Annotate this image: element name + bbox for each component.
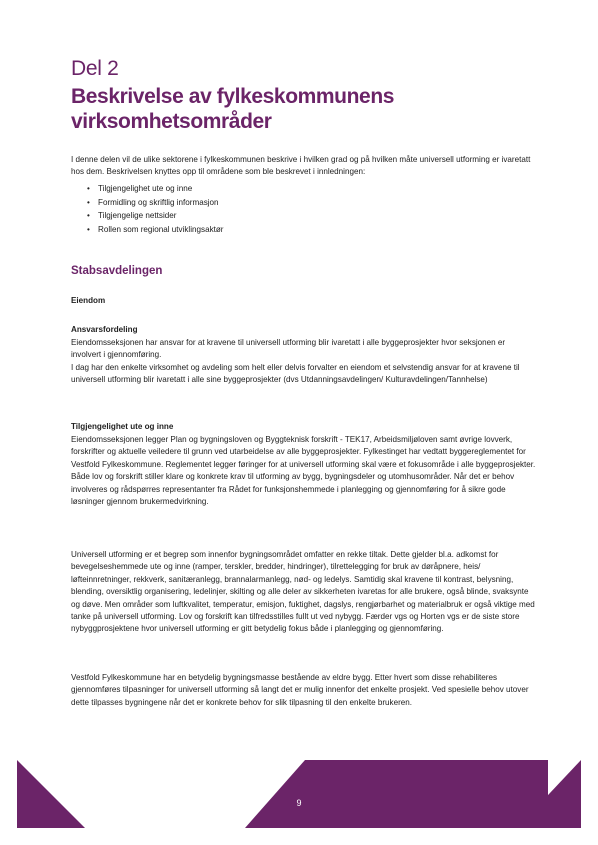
list-item: • Tilgjengelige nettsider (87, 209, 224, 223)
intro-text: I denne delen vil de ulike sektorene i fylkeskommunen beskrive i hvilken grad og på hvilken måte universell utforming er ivaretatt hos dem. Beskrivelsen knyttes opp til områdene som ble beskrevet i innledningen: (71, 155, 531, 177)
list-item: • Rollen som regional utviklingsaktør (87, 223, 224, 237)
paragraph: Eiendomsseksjonen har ansvar for at kravene til universell utforming blir ivaretatt i alle byggeprosjekter hvor seksjonen er involvert i gjennomføring. (71, 338, 506, 360)
list-item: • Tilgjengelighet ute og inne (87, 182, 224, 196)
tilgjengelighet-heading: Tilgjengelighet ute og inne (71, 422, 174, 431)
page-number: 9 (296, 798, 302, 808)
paragraph: Vestfold Fylkeskommune har en betydelig bygningsmasse bestående av eldre bygg. Etter hvert som disse rehabiliteres gjennomføres tilpasninger for universell utforming så langt det er mulig innenfor det enkelte prosjekt. Ved spesielle behov utover dette tilpasses bygningene når det er konkrete behov for slik tilpasning til den enkelte brukeren. (71, 673, 529, 707)
section-title: Stabsavdelingen (71, 265, 163, 277)
page-title: Beskrivelse av fylkeskommunens virksomhetsområder (71, 85, 395, 133)
ansvar-heading: Ansvarsfordeling (71, 325, 138, 334)
tilgjengelighet-text (71, 434, 536, 508)
subsection-heading: Eiendom (71, 296, 106, 305)
eldre-bygg-text (71, 672, 536, 709)
ansvar-text (71, 337, 536, 387)
universell-utforming-text (71, 549, 536, 636)
part-label: Del 2 (71, 57, 119, 80)
paragraph: Universell utforming er et begrep som innenfor bygningsområdet omfatter en rekke tiltak. Dette gjelder bl.a. adkomst for bevegelseshemmede ute og inne (ramper, terskler, bredder, hindringer), tilrettelegging for bruk av døråpnere, heis/ løfteinnretninger, rekkverk, sanitæranlegg, brannalarmanlegg, nød- og ledelys. Samtidig skal kravene til kontrast, belysning, blending, oversiktlig organisering, ledelinjer, skilting og alle deler av sikkerheten ivaretas for alle brukere, også blinde, svaksynte og døve. Men områder som luftkvalitet, temperatur, emisjon, fuktighet, dagslys, rengjørbarhet og materialbruk er også viktige med tanke på universell utforming. Lov og forskrift kan tilfredsstilles fullt ut ved nybygg. Færder vgs og Horten vgs er de siste store nybyggprosjektene hvor universell utforming er gitt betydelig fokus både i planlegging og gjennomføring. (71, 550, 535, 634)
list-item: • Formidling og skriftlig informasjon (87, 196, 224, 210)
paragraph: I dag har den enkelte virksomhet og avdeling som helt eller delvis forvalter en eiendom et selvstendig ansvar for at kravene til universell utforming blir ivaretatt i alle sine byggeprosjekter (dvs Utdanningsavdelingen/ Kulturavdelingen/Tannhelse) (71, 362, 520, 385)
paragraph: Eiendomsseksjonen legger Plan og bygningsloven og Byggteknisk forskrift - TEK17, Arbeidsmiljøloven samt øvrige lovverk, forskrifter og aktuelle veiledere til grunn ved utarbeidelse av alle byggeprosjekter. Fylkestinget har vedtatt byggereglementet for Vestfold Fylkeskommune. Reglementet legger føringer for at universell utforming skal være et fokusområde i alle byggeprosjekter. Både lov og forskrift stiller klare og konkrete krav til utforming av bygg, bygningsdeler og utomhusområder. Når det er behov involveres og rådspørres representanter fra Rådet for funksjonshemmede i planlegging og gjennomføring for å sikre gode løsninger gjennom brukermedvirkning. (71, 435, 536, 507)
footer-center-band (245, 760, 548, 828)
intro-bullet-list (87, 182, 224, 236)
footer-left-triangle (17, 760, 85, 828)
